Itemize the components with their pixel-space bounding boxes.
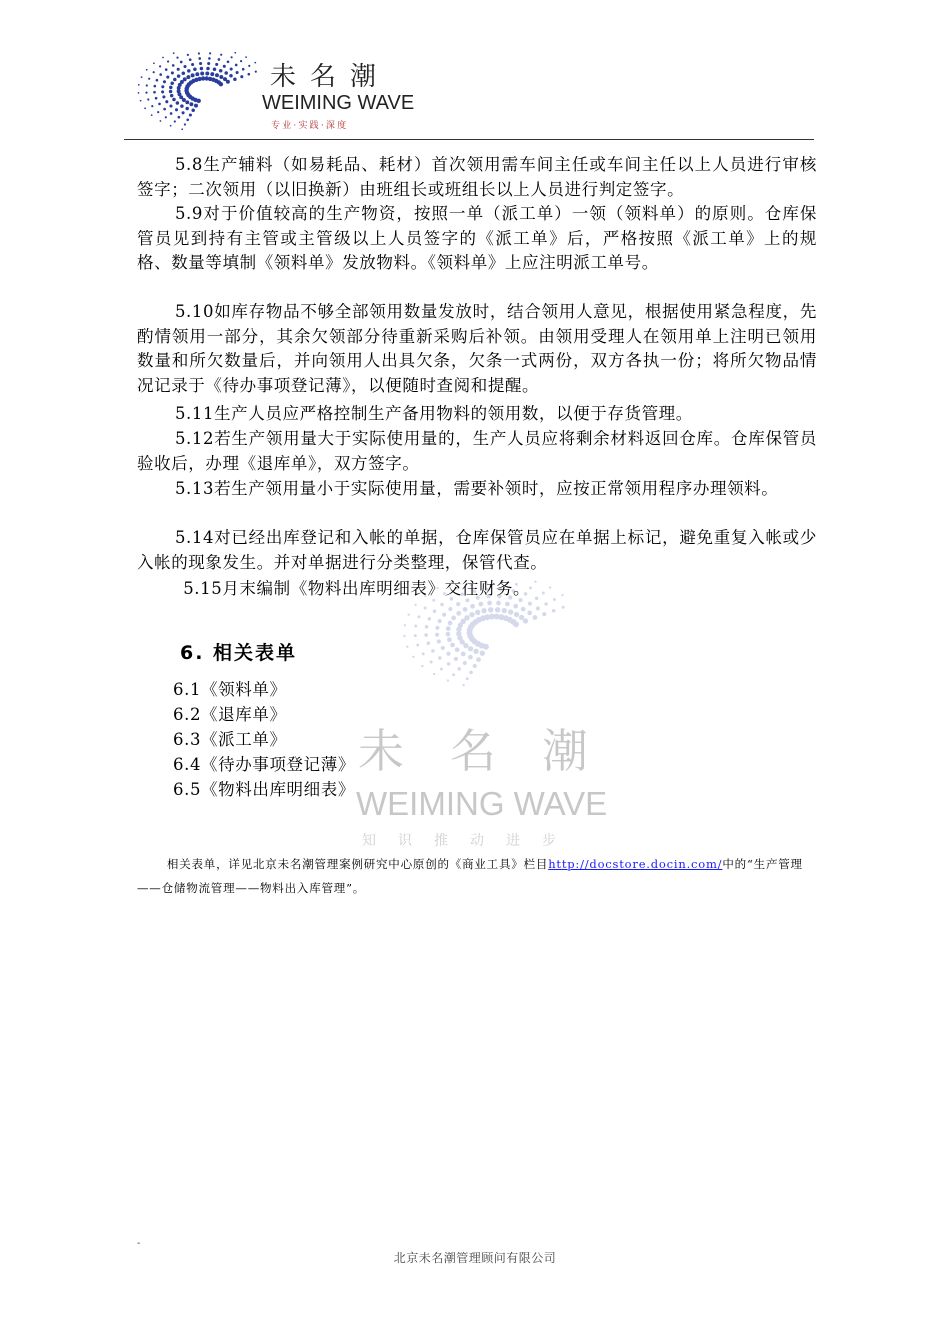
logo-dot — [219, 69, 223, 73]
logo-dot — [155, 97, 158, 100]
logo-dot — [552, 609, 556, 613]
logo-dot — [208, 57, 211, 60]
logo-dot — [165, 100, 168, 103]
logo-dot — [425, 625, 429, 629]
logo-dot — [189, 113, 192, 116]
logo-dot — [508, 609, 513, 614]
logo-dot — [475, 610, 480, 615]
logo-dot — [166, 76, 169, 79]
logo-dot — [175, 108, 178, 111]
logo-dot — [447, 662, 451, 666]
logo-dot — [473, 664, 477, 668]
logo-dot — [403, 635, 405, 637]
logo-dot — [231, 56, 233, 58]
watermark-brand-cn: 未名潮 — [358, 724, 634, 778]
paragraph-5-10: 5.10如库存物品不够全部领用数量发放时，结合领用人意见，根据使用紧急程度，先酌情领用一部分，其余欠领部分待重新采购后补领。由领用受理人在领用单上注明已领用数量和所欠数量后，并向领用人出具欠条，欠条一式两份，双方各执一份；将所欠物品情况记录于《待办事项登记薄》，以便随时查阅和提醒。 — [137, 302, 817, 395]
logo-dot — [437, 639, 441, 643]
logo-dot — [220, 54, 222, 56]
logo-dot — [452, 673, 455, 676]
section-title: 6. 相关表单 — [180, 642, 298, 664]
logo-dot — [169, 90, 173, 94]
logo-dot — [435, 626, 439, 630]
logo-dot — [468, 646, 473, 651]
logo-dot — [455, 647, 460, 652]
logo-dot — [218, 58, 221, 61]
paragraph-5-9: 5.9对于价值较高的生产物资，按照一单（派工单）一领（领料单）的原则。仓库保管员见到持有主管或主管级以上人员签字的《派工单》后，严格按照《派工单》上的规格、数量等填制《领料单》发放物料。《领料单》上应注明派工单号。 — [137, 204, 817, 272]
logo-dot — [523, 618, 528, 623]
logo-dot — [187, 54, 189, 56]
logo-dot — [172, 64, 175, 67]
logo-dot — [470, 604, 475, 609]
logo-dot — [229, 74, 233, 78]
logo-dot — [456, 611, 461, 616]
logo-dot — [414, 634, 417, 637]
logo-dot — [173, 78, 177, 82]
logo-dot — [144, 107, 146, 109]
logo-dot — [248, 65, 250, 67]
logo-dot — [406, 646, 408, 648]
logo-dot — [148, 78, 150, 80]
logo-dot — [446, 626, 451, 631]
logo-dot — [198, 57, 201, 60]
note-text: 相关表单，详见北京未名潮管理案例研究中心原创的《商业工具》栏目 — [166, 857, 549, 871]
logo-dot — [456, 602, 460, 606]
logo-dot — [167, 60, 169, 62]
logo-dot — [184, 123, 186, 125]
list-item: 6.4《待办事项登记薄》 — [173, 755, 355, 774]
logo-dot — [435, 633, 439, 637]
paragraph-5-14: 5.14对已经出库登记和入帐的单据，仓库保管员应在单据上标记，避免重复入帐或少入帐的现象发生。并对单据进行分类整理，保管代查。 — [137, 528, 817, 572]
logo-dot — [163, 80, 166, 83]
logo-dot — [169, 86, 173, 90]
logo-dot — [462, 684, 464, 686]
logo-dot — [447, 679, 449, 681]
reference-note — [137, 852, 817, 900]
logo-dot — [176, 101, 180, 105]
logo-dot — [215, 73, 219, 77]
logo-dot — [438, 619, 442, 623]
logo-dot — [186, 118, 189, 121]
logo-dot — [469, 671, 473, 675]
logo-dot — [448, 607, 452, 611]
logo-dot — [440, 668, 443, 671]
logo-dot — [476, 657, 481, 662]
logo-dot — [198, 52, 200, 54]
logo-dot — [424, 607, 427, 610]
logo-dot — [191, 109, 195, 113]
brand-name-en: WEIMING WAVE — [262, 92, 415, 114]
paragraph-5-15: 5.15月末编制《物料出库明细表》交往财务。 — [183, 579, 531, 598]
logo-dot — [177, 68, 180, 71]
logo-dot — [450, 643, 455, 648]
logo-dot — [505, 602, 510, 607]
logo-dot — [240, 75, 243, 78]
logo-dot — [414, 604, 416, 606]
logo-dot — [234, 52, 236, 54]
logo-dot — [247, 73, 250, 76]
logo-dot — [442, 613, 446, 617]
list-item: 6.2《退库单》 — [173, 705, 287, 724]
watermark-brand-en: WEIMING WAVE — [356, 785, 608, 822]
logo-dot — [199, 62, 202, 65]
logo-dot — [527, 611, 532, 616]
logo-dot — [513, 621, 519, 627]
logo-dot — [140, 100, 142, 102]
logo-dot — [513, 604, 518, 609]
logo-dot — [463, 661, 467, 665]
logo-dot — [170, 112, 173, 115]
logo-dot — [544, 602, 548, 606]
logo-dot — [466, 677, 469, 680]
footer-company: 北京未名潮管理顾问有限公司 — [393, 1251, 557, 1265]
logo-dot — [421, 665, 423, 667]
logo-dot — [178, 116, 181, 119]
paragraph-5-13: 5.13若生产领用量小于实际使用量，需要补领时，应按正常领用程序办理领料。 — [174, 479, 779, 498]
logo-dot — [146, 69, 148, 71]
logo-dot — [153, 71, 155, 73]
logo-dot — [469, 612, 474, 617]
logo-dot — [180, 104, 184, 108]
logo-dot — [191, 63, 194, 66]
logo-dot — [181, 128, 183, 130]
logo-dot — [151, 105, 153, 107]
logo-dot — [215, 63, 218, 66]
logo-dot — [454, 657, 458, 661]
logo-dot — [433, 673, 435, 675]
logo-dot — [424, 633, 428, 637]
logo-dot — [138, 92, 140, 94]
logo-dot — [147, 98, 149, 100]
paragraph-5-12: 5.12若生产领用量大于实际使用量的，生产人员应将剩余材料返回仓库。仓库保管员验收后，办理《退库单》，双方签字。 — [137, 429, 817, 473]
logo-dot — [514, 612, 519, 617]
logo-dot — [430, 661, 433, 664]
logo-dot — [478, 602, 483, 607]
brand-name-cn: 未名潮 — [270, 62, 391, 92]
logo-dot — [438, 656, 442, 660]
logo-dot — [422, 652, 425, 655]
paragraph-5-8: 5.8生产辅料（如易耗品、耗材）首次领用需车间主任或车间主任以上人员进行审核签字；二次领用（以旧换新）由班组长或班组长以上人员进行判定签字。 — [137, 155, 817, 199]
logo-dot — [165, 68, 168, 71]
logo-dot — [536, 606, 540, 610]
logo-dot — [138, 84, 140, 86]
logo-dot — [183, 77, 187, 81]
logo-dot — [185, 107, 189, 111]
logo-dot — [183, 65, 186, 68]
logo-dot — [236, 71, 239, 74]
docstore-link[interactable]: http://docstore.docin.com/ — [548, 857, 723, 871]
logo-dot — [157, 111, 159, 113]
logo-dot — [562, 606, 565, 609]
logo-dot — [245, 56, 247, 58]
wave-logo-icon — [133, 50, 263, 135]
logo-dot — [468, 655, 473, 660]
logo-dot — [219, 82, 223, 86]
logo-dot — [191, 73, 195, 77]
logo-dot — [145, 92, 147, 94]
logo-dot — [153, 85, 156, 88]
logo-dot — [457, 667, 461, 671]
logo-dot — [255, 71, 257, 73]
logo-dot — [502, 608, 507, 613]
logo-dot — [206, 67, 210, 71]
logo-dot — [146, 84, 148, 86]
logo-dot — [447, 637, 452, 642]
logo-dot — [213, 67, 217, 71]
logo-dot — [416, 643, 419, 646]
logo-dot — [521, 607, 526, 612]
logo-dot — [542, 612, 546, 616]
logo-dot — [464, 615, 469, 620]
logo-dot — [170, 125, 172, 127]
logo-dot — [207, 62, 210, 65]
logo-dot — [417, 615, 420, 618]
logo-dot — [153, 62, 155, 64]
logo-dot — [461, 652, 466, 657]
logo-dot — [488, 607, 493, 612]
logo-dot — [528, 602, 532, 606]
logo-dot — [230, 67, 233, 70]
list-item: 6.1《领料单》 — [173, 680, 287, 699]
form-list — [173, 677, 355, 802]
logo-dot — [182, 111, 185, 114]
header-divider — [124, 139, 814, 140]
logo-dot — [165, 116, 167, 118]
logo-dot — [495, 607, 500, 612]
logo-dot — [481, 608, 486, 613]
logo-dot — [200, 67, 204, 71]
logo-dot — [209, 52, 211, 54]
logo-dot — [194, 104, 198, 108]
note-text-tail: 中的“生产管理——仓储物流管理——物料出入库管理”。 — [137, 857, 803, 895]
logo-dot — [233, 77, 237, 81]
logo-dot — [158, 103, 161, 106]
logo-dot — [210, 72, 214, 76]
list-item: 6.3《派工单》 — [173, 730, 287, 749]
logo-dot — [182, 71, 186, 75]
logo-dot — [185, 100, 189, 104]
logo-dot — [160, 120, 162, 122]
logo-dot — [427, 641, 431, 645]
logo-dot — [254, 62, 256, 64]
logo-dot — [161, 85, 164, 88]
logo-dot — [159, 73, 162, 76]
paragraph-5-11: 5.11生产人员应严格控制生产备用物料的领用数，以便于存货管理。 — [174, 404, 693, 423]
logo-dot — [446, 652, 450, 656]
logo-dot — [151, 114, 153, 116]
brand-slogan: 专业·实践·深度 — [271, 121, 349, 131]
logo-dot — [162, 95, 165, 98]
logo-dot — [226, 80, 230, 84]
logo-dot — [224, 71, 228, 75]
logo-dot — [480, 651, 485, 656]
logo-dot — [187, 69, 191, 73]
logo-dot — [153, 91, 156, 94]
logo-dot — [170, 94, 174, 98]
logo-dot — [414, 625, 417, 628]
logo-dot — [170, 82, 174, 86]
logo-dot — [161, 90, 164, 93]
logo-dot — [176, 57, 178, 59]
logo-dot — [242, 68, 245, 71]
watermark-slogan: 知识推动进步 — [362, 833, 578, 849]
logo-dot — [223, 65, 226, 68]
logo-dot — [200, 72, 204, 76]
logo-dot — [172, 98, 176, 102]
logo-dot — [473, 649, 478, 654]
logo-dot — [431, 649, 435, 653]
logo-dot — [205, 72, 209, 76]
logo-dot — [448, 621, 453, 626]
logo-dot — [404, 624, 406, 626]
logo-dot — [171, 71, 174, 74]
logo-dot — [412, 656, 414, 658]
logo-dot — [180, 61, 183, 64]
logo-dot — [440, 603, 444, 607]
logo-dot — [446, 632, 451, 637]
logo-dot — [240, 60, 242, 62]
logo-dot — [169, 104, 172, 107]
logo-dot — [177, 74, 181, 78]
logo-dot — [235, 64, 238, 67]
logo-dot — [163, 108, 166, 111]
footer-dash: - — [137, 1238, 141, 1249]
logo-dot — [219, 75, 223, 79]
logo-dot — [195, 72, 199, 76]
logo-dot — [156, 79, 159, 82]
logo-dot — [428, 617, 432, 621]
logo-dot — [173, 52, 175, 54]
logo-dot — [441, 646, 445, 650]
logo-dot — [193, 68, 197, 72]
logo-dot — [189, 102, 193, 106]
logo-dot — [227, 60, 230, 63]
logo-dot — [463, 607, 468, 612]
logo-dot — [189, 58, 192, 61]
logo-dot — [162, 57, 164, 59]
logo-dot — [433, 609, 437, 613]
logo-dot — [533, 615, 538, 620]
logo-dot — [408, 613, 410, 615]
logo-dot — [174, 120, 176, 122]
logo-dot — [141, 76, 143, 78]
list-item: 6.5《物料出库明细表》 — [173, 780, 355, 799]
logo-dot — [186, 75, 190, 79]
logo-dot — [451, 616, 456, 621]
logo-dot — [159, 65, 161, 67]
